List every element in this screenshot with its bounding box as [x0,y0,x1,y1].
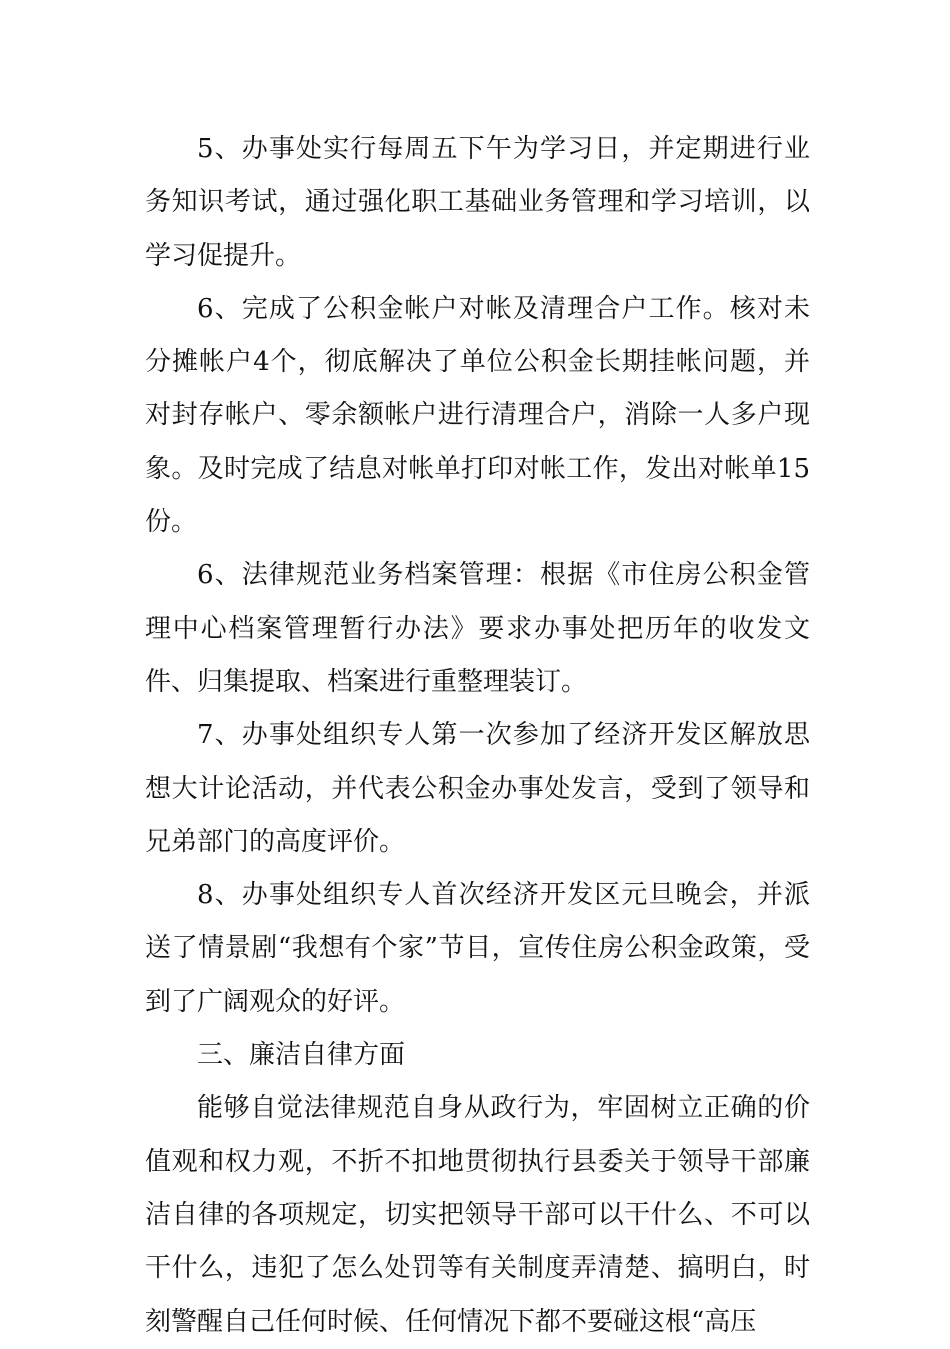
section-heading-integrity: 三、廉洁自律方面 [197,1040,406,1071]
paragraph-item-8-new-year-party: 8、办事处组织专人首次经济开发区元旦晚会，并派送了情景剧“我想有个家”节目，宣传住房公积金政策，受到了广阔观众的好评。 [145,880,810,1017]
paragraph-item-6-account-reconciliation: 6、完成了公积金帐户对帐及清理合户工作。核对未分摊帐户4个，彻底解决了单位公积金长期挂帐问题，并对封存帐户、零余额帐户进行清理合户，消除一人多户现象。及时完成了结息对帐单打印对帐工作，发出对帐单15份。 [145,293,810,538]
paragraph-item-6-archive-management: 6、法律规范业务档案管理：根据《市住房公积金管理中心档案管理暂行办法》要求办事处把历年的收发文件、归集提取、档案进行重整理装订。 [145,560,810,697]
paragraph-item-5-study-day: 5、办事处实行每周五下午为学习日，并定期进行业务知识考试，通过强化职工基础业务管理和学习培训，以学习促提升。 [145,134,810,271]
paragraph-integrity-self-discipline: 能够自觉法律规范自身从政行为，牢固树立正确的价值观和权力观，不折不扣地贯彻执行县委关于领导干部廉洁自律的各项规定，切实把领导干部可以干什么、不可以干什么，违犯了怎么处罚等有关制度弄清楚、搞明白，时刻警醒自己任何时候、任何情况下都不要碰这根“高压 [145,1093,810,1337]
document-body [145,123,810,1349]
paragraph-item-7-discussion-activity: 7、办事处组织专人第一次参加了经济开发区解放思想大计论活动，并代表公积金办事处发言，受到了领导和兄弟部门的高度评价。 [145,720,810,857]
